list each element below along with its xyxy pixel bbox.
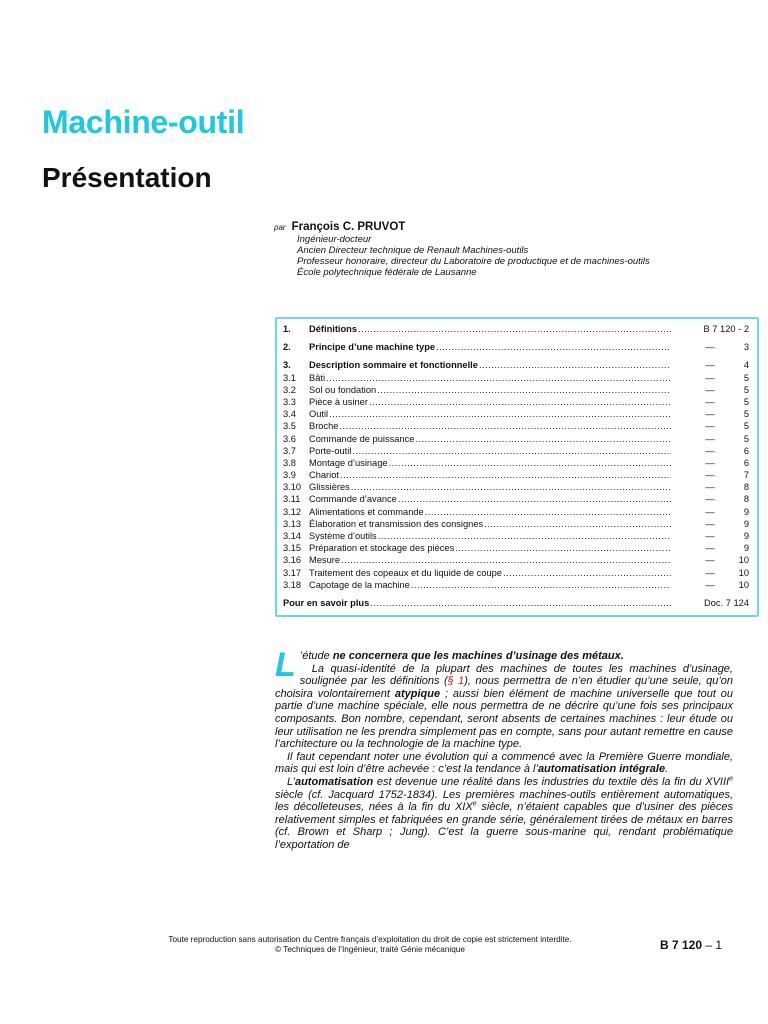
paragraph: [275, 663, 733, 751]
toc-page-ref: [675, 457, 749, 469]
toc-label: Sol ou fondation: [309, 384, 377, 395]
toc-ditto-dash: —: [705, 396, 715, 407]
toc-label: Outil: [309, 409, 329, 420]
toc-ditto-dash: —: [705, 445, 715, 456]
toc-leader: [329, 408, 671, 420]
toc-page-ref: [675, 506, 749, 518]
toc-page-ref: Doc. 7 124: [704, 597, 749, 608]
author-prefix: par: [274, 223, 286, 232]
toc-page-ref: [675, 554, 749, 566]
toc-row-further-reading[interactable]: [283, 597, 749, 609]
toc-page-number: 10: [738, 579, 749, 590]
toc-leader: [479, 359, 671, 371]
author-block: [274, 222, 650, 278]
toc-row[interactable]: [283, 567, 749, 579]
toc-ditto-dash: —: [705, 421, 715, 432]
toc-page-number: 5: [743, 409, 749, 420]
toc-page-number: 9: [743, 518, 749, 529]
toc-page-number: 8: [743, 494, 749, 505]
toc-label: Montage d’usinage: [309, 457, 388, 468]
toc-page-ref: [675, 481, 749, 493]
toc-row[interactable]: [283, 542, 749, 554]
toc-label: Chariot: [309, 470, 339, 481]
toc-row[interactable]: [283, 530, 749, 542]
toc-number: 3.3: [283, 396, 296, 407]
drop-cap: L: [275, 646, 296, 684]
toc-ditto-dash: —: [705, 567, 715, 578]
toc-leader: [389, 457, 671, 469]
toc-page-ref: [675, 579, 749, 591]
toc-row[interactable]: [283, 420, 749, 432]
toc-number: 3.15: [283, 543, 302, 554]
text-run-bold: automatisation intégrale: [537, 763, 666, 776]
toc-leader: [484, 518, 671, 530]
text-run-bold: automatisation: [294, 775, 374, 788]
toc-leader: [377, 384, 671, 396]
toc-ditto-dash: —: [705, 433, 715, 444]
toc-ditto-dash: —: [705, 555, 715, 566]
author-line: Ingénieur-docteur: [297, 233, 372, 245]
toc-page-number: 5: [743, 372, 749, 383]
toc-ditto-dash: —: [705, 506, 715, 517]
toc-page-number: 10: [738, 555, 749, 566]
toc-ditto-dash: —: [705, 372, 715, 383]
toc-ditto-dash: —: [705, 457, 715, 468]
toc-label: Capotage de la machine: [309, 579, 410, 590]
toc-label: Pour en savoir plus: [283, 597, 370, 608]
toc-number: 3.: [283, 360, 291, 371]
text-run: est devenue une réalité dans les industries du textile dès la fin du XVIII: [373, 775, 730, 788]
toc-leader: [398, 493, 671, 505]
toc-label: Glissières: [309, 482, 350, 493]
author-name: François C. PRUVOT: [291, 221, 406, 233]
toc-label: Alimentations et commande: [309, 506, 424, 517]
toc-page-ref: [675, 530, 749, 542]
toc-row[interactable]: [283, 359, 749, 371]
toc-row[interactable]: [283, 372, 749, 384]
toc-number: 3.1: [283, 372, 296, 383]
table-of-contents: [275, 317, 759, 617]
toc-page-ref: [675, 372, 749, 384]
toc-page-number: 6: [743, 445, 749, 456]
toc-number: 3.17: [283, 567, 302, 578]
toc-page-ref: [675, 445, 749, 457]
text-run-bold: atypique: [394, 687, 441, 700]
toc-label: Pièce à usiner: [309, 396, 368, 407]
toc-page-ref: [675, 323, 749, 335]
toc-label: Broche: [309, 421, 339, 432]
toc-leader: [378, 530, 671, 542]
text-run: La quasi-identité de la plupart des machines de toutes les machines d’usinage, soulignée par les définitions (: [299, 662, 733, 688]
toc-label: Élaboration et transmission des consignes: [309, 518, 484, 529]
author-line: Professeur honoraire, directeur du Laboratoire de productique et de machines-outils: [297, 255, 650, 267]
toc-leader: [351, 481, 671, 493]
toc-number: 3.18: [283, 579, 302, 590]
toc-leader: [503, 567, 671, 579]
toc-page-number: 9: [743, 506, 749, 517]
section-link[interactable]: § 1: [447, 675, 465, 688]
toc-row[interactable]: [283, 469, 749, 481]
text-run: siècle, n’étaient capables que d’usiner des pièces relativement simples et fabriquées en grande série, généralement tirées de métaux en barres (cf. Brown et Sharp ; Jung). C’est la guerre sous-marine qui, rendant problématique l’exportation de: [275, 801, 733, 851]
toc-leader: [340, 469, 671, 481]
toc-ditto-dash: —: [705, 360, 715, 371]
toc-page-ref: [675, 420, 749, 432]
toc-number: 3.7: [283, 445, 296, 456]
author-line: École polytechnique fédérale de Lausanne: [297, 266, 477, 278]
toc-number: 3.2: [283, 384, 296, 395]
toc-page-number: 5: [743, 384, 749, 395]
toc-page-ref: [675, 408, 749, 420]
toc-page-number: 6: [743, 457, 749, 468]
toc-ditto-dash: —: [705, 494, 715, 505]
toc-number: 3.13: [283, 518, 302, 529]
toc-ditto-dash: —: [705, 342, 715, 353]
copyright-line: © Techniques de l’Ingénieur, traité Génie mécanique: [275, 945, 465, 954]
toc-number: 2.: [283, 342, 291, 353]
toc-number: 3.6: [283, 433, 296, 444]
toc-ditto-dash: —: [705, 482, 715, 493]
toc-page-ref: [675, 396, 749, 408]
text-run: ), nous permettra de n’en étudier qu’une seule, qu’on choisira volontairement: [275, 675, 734, 700]
toc-page-number: 5: [743, 433, 749, 444]
toc-page-ref: [675, 469, 749, 481]
toc-ditto-dash: —: [705, 579, 715, 590]
toc-label: Bâti: [309, 372, 326, 383]
toc-row[interactable]: [283, 323, 749, 335]
toc-ditto-dash: —: [705, 518, 715, 529]
toc-number: 3.9: [283, 470, 296, 481]
toc-leader: [436, 341, 671, 353]
copyright-footer: [120, 935, 620, 955]
toc-page-number: 8: [743, 482, 749, 493]
toc-label: Système d’outils: [309, 531, 377, 541]
text-run: ; aussi bien élément de machine universelle que tout ou partie d’une machine spéciale, elle nous permettra de ne décrire qu’une fois ses principaux composants. Bon nombre, cependant, seront absents de certaines machines : leur étude ou leur utilisation ne les prendra simplement pas en compte, sans pour autant remettre en cause l’architecture ou la technologie de la machine type.: [275, 687, 733, 751]
toc-number: 3.14: [283, 531, 302, 541]
toc-label: Description sommaire et fonctionnelle: [309, 360, 478, 371]
toc-page-number: 3: [743, 342, 749, 353]
toc-row[interactable]: [283, 408, 749, 420]
author-line: Ancien Directeur technique de Renault Machines-outils: [297, 244, 529, 256]
toc-label: Porte-outil: [309, 445, 352, 456]
toc-row[interactable]: [283, 396, 749, 408]
toc-page-number: 10: [738, 567, 749, 578]
toc-leader: [369, 396, 671, 408]
toc-label: Traitement des copeaux et du liquide de coupe: [309, 567, 502, 578]
toc-label: Mesure: [309, 555, 341, 566]
toc-page-number: 9: [743, 531, 749, 541]
toc-leader: [358, 323, 671, 335]
toc-label: Commande d’avance: [309, 494, 397, 505]
toc-number: 3.8: [283, 457, 296, 468]
toc-page-ref: [675, 384, 749, 396]
toc-row[interactable]: [283, 384, 749, 396]
text-run: siècle (cf. Jacquard 1752-1834). Les premières machines-outils entièrement automatiques, les décolleteuses, nées à la fin du XIX: [275, 788, 733, 814]
toc-number: 3.5: [283, 421, 296, 432]
toc-page-ref: [675, 542, 749, 554]
toc-leader: [415, 433, 671, 445]
toc-label: Principe d’une machine type: [309, 342, 436, 353]
page-code: B 7 120: [660, 938, 703, 952]
toc-page-ref: [675, 567, 749, 579]
toc-number: 3.4: [283, 409, 296, 420]
page-number: – 1: [702, 938, 723, 952]
toc-ditto-dash: —: [705, 543, 715, 554]
toc-page-ref: [675, 341, 749, 353]
text-run: Il faut cependant noter une évolution qui a commencé avec la Première Guerre mondiale, mais qui est loin d’être achevée : c’est la tendance à l’: [275, 750, 733, 776]
superscript: e: [729, 775, 733, 783]
toc-leader: [339, 420, 671, 432]
paragraph: [275, 776, 733, 852]
toc-row[interactable]: [283, 433, 749, 445]
toc-number: 1.: [283, 324, 291, 334]
toc-ditto-dash: —: [705, 470, 715, 481]
toc-page-ref: [675, 433, 749, 445]
toc-page-number: 5: [743, 396, 749, 407]
toc-row[interactable]: [283, 341, 749, 353]
toc-ref-text: B 7 120 - 2: [703, 324, 749, 334]
page-reference: [660, 938, 722, 952]
toc-number: 3.10: [283, 482, 302, 493]
text-run: ’étude: [299, 650, 333, 662]
toc-leader: [425, 506, 671, 518]
toc-leader: [455, 542, 671, 554]
toc-page-ref: [675, 518, 749, 530]
toc-leader: [411, 579, 671, 591]
superscript: e: [472, 800, 477, 808]
toc-number: 3.16: [283, 555, 302, 566]
toc-row[interactable]: [283, 445, 749, 457]
text-run: .: [665, 763, 669, 776]
toc-row[interactable]: [283, 518, 749, 530]
toc-leader: [370, 597, 671, 609]
toc-page-number: 5: [743, 421, 749, 432]
toc-ditto-dash: —: [705, 409, 715, 420]
toc-page-ref: [675, 493, 749, 505]
toc-page-number: 7: [743, 470, 749, 481]
article-subtitle: Présentation: [42, 162, 212, 193]
toc-leader: [341, 554, 671, 566]
toc-ditto-dash: —: [705, 531, 715, 541]
toc-leader: [326, 372, 671, 384]
toc-label: Commande de puissance: [309, 433, 415, 444]
toc-page-ref: [675, 359, 749, 371]
toc-row[interactable]: [283, 506, 749, 518]
article-title: Machine-outil: [42, 104, 245, 140]
text-run: L’: [287, 775, 295, 788]
toc-row[interactable]: [283, 554, 749, 566]
toc-number: 3.12: [283, 506, 302, 517]
toc-row[interactable]: [283, 579, 749, 591]
paragraph: [275, 751, 733, 776]
toc-page-number: 9: [743, 543, 749, 554]
toc-ditto-dash: —: [705, 384, 715, 395]
toc-label: Définitions: [309, 324, 358, 334]
text-run-bold: ne concernera que les machines d’usinage des métaux.: [332, 650, 624, 662]
toc-label: Préparation et stockage des pièces: [309, 543, 455, 554]
toc-row[interactable]: [283, 493, 749, 505]
toc-number: 3.11: [283, 494, 301, 505]
body-text: [275, 646, 734, 852]
toc-leader: [352, 445, 671, 457]
copyright-line: Toute reproduction sans autorisation du Centre français d’exploitation du droit de copie est strictement interdite.: [168, 935, 572, 944]
toc-row[interactable]: [283, 457, 749, 469]
toc-row[interactable]: [283, 481, 749, 493]
toc-page-number: 4: [743, 360, 749, 371]
